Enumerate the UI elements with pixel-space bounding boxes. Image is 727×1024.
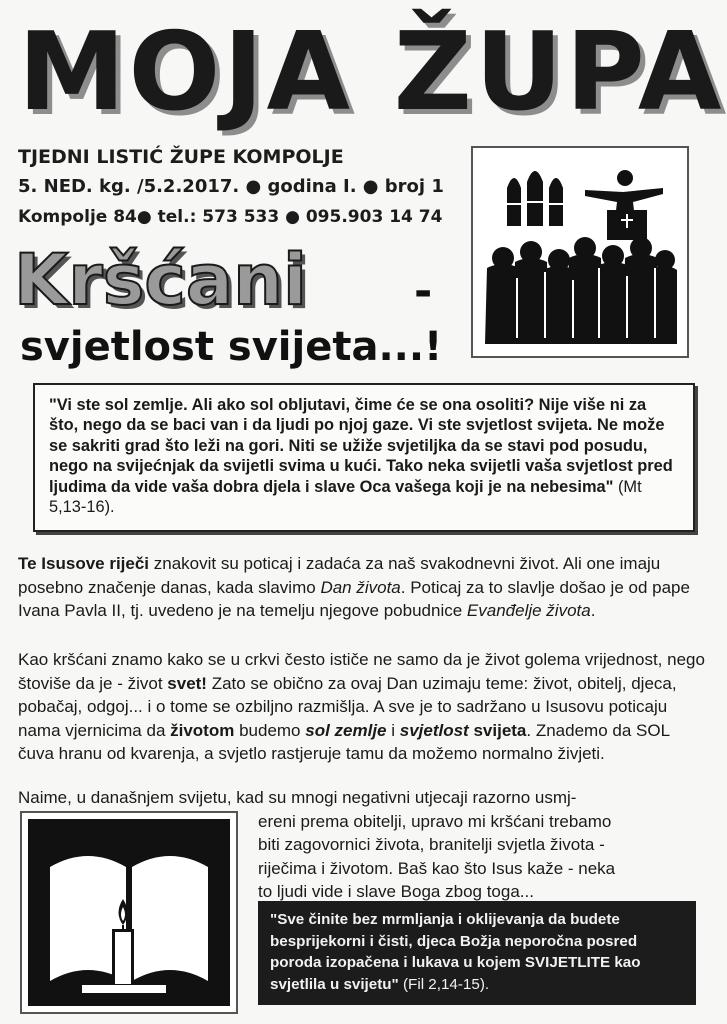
p1-dan-zivota: Dan života xyxy=(320,577,401,597)
gospel-quote-ref: (Mt 5,13-16). xyxy=(49,477,642,517)
p2-sol-zemlje: sol zemlje xyxy=(305,720,387,740)
p3-line-2: ereni prema obitelji, upravo mi kršćani trebamo xyxy=(258,811,612,831)
p2-zivotom: životom xyxy=(170,720,235,740)
p1-text-a: znakovit su poticaj i zadaća za naš svakodnevni život. Ali one imaju posebno značenje danas, kada slavimo xyxy=(18,554,661,597)
closing-quote-ref: (Fil 2,14-15). xyxy=(403,975,490,993)
p2-text-i: i xyxy=(386,720,400,740)
p1-text-b: . Poticaj za to slavlje došao je od pape Ivana Pavla II, tj. uvedeno je na temelju njegove pobudnice xyxy=(18,577,690,621)
paragraph-2 xyxy=(18,648,710,766)
p1-evandjelje: Evanđelje života xyxy=(466,601,591,621)
p2-text-c: budemo xyxy=(234,720,306,740)
p3-line-3: biti zagovornici života, branitelji svjetla života - xyxy=(258,835,605,855)
p3-line-1: Naime, u današnjem svijetu, kad su mnogi negativni utjecaji razorno usmj- xyxy=(18,788,577,807)
headline-main: Kršćani xyxy=(14,239,307,321)
p1-lead: Te Isusove riječi xyxy=(18,554,150,573)
p2-svijeta: svijeta xyxy=(468,720,527,740)
subtitle: TJEDNI LISTIĆ ŽUPE KOMPOLJE xyxy=(18,146,344,168)
p1-text-c: . xyxy=(590,601,596,621)
p3-line-5: to ljudi vide i slave Boga zbog toga... xyxy=(258,882,534,902)
issue-line: 5. NED. kg. /5.2.2017. ● godina I. ● broj 1 xyxy=(18,176,444,197)
p2-text-b: Zato se obično za ovaj Dan uzimaju teme: život, obitelj, djeca, pobačaj, odgoj... i o tome se ozbiljno razmišlja. A sve je to sadržano u Isusovu poticaju nama vjernicima da xyxy=(18,673,677,740)
masthead-title: MOJA ŽUPA xyxy=(18,10,725,135)
gospel-quote-box xyxy=(33,383,695,532)
p2-svjetlost: svjetlost xyxy=(399,720,469,740)
church-congregation-icon xyxy=(471,146,689,358)
closing-quote-box xyxy=(258,901,696,1005)
headline-sub: svjetlost svijeta...! xyxy=(20,324,443,370)
p2-text-a: Kao kršćani znamo kako se u crkvi često ističe ne samo da je život golema vrijednost, nego štoviše da je - život xyxy=(18,650,705,693)
gospel-quote-text: "Vi ste sol zemlje. Ali ako sol obljutavi, čime će se ona osoliti? Nije više ni za što, nego da se baci van i da ljudi po njoj gaze. Vi ste svjetlost svijeta. Ne može se sakriti grad što leži na gori. Niti se užiže svjetiljka da se stavi pod posudu, nego na svijećnjak da svijetli svima u kući. Tako neka svijetli vaša svjetlost pred ljudima da vide vaša dobra djela i slave Oca vašega koji je na nebesima" xyxy=(49,396,673,496)
headline-dash: - xyxy=(414,266,433,317)
p2-svet: svet! xyxy=(167,673,207,693)
p2-text-d: . Znademo da SOL čuva hranu od kvarenja, a svjetlo rastjeruje tamu da možemo normalno živjeti. xyxy=(18,720,670,764)
paragraph-1 xyxy=(18,552,710,623)
contact-line: Kompolje 84● tel.: 573 533 ● 095.903 14 74 xyxy=(18,207,443,227)
bible-candle-icon xyxy=(20,811,238,1014)
p3-line-4: riječima i životom. Baš kao što Isus kaže - neka xyxy=(258,858,616,878)
closing-quote-text: "Sve činite bez mrmljanja i oklijevanja da budete besprijekorni i čisti, djeca Božja neporočna posred poroda izopačena i lukava u kojem SVIJETLITE kao svjetlila u svijetu" xyxy=(270,911,641,993)
